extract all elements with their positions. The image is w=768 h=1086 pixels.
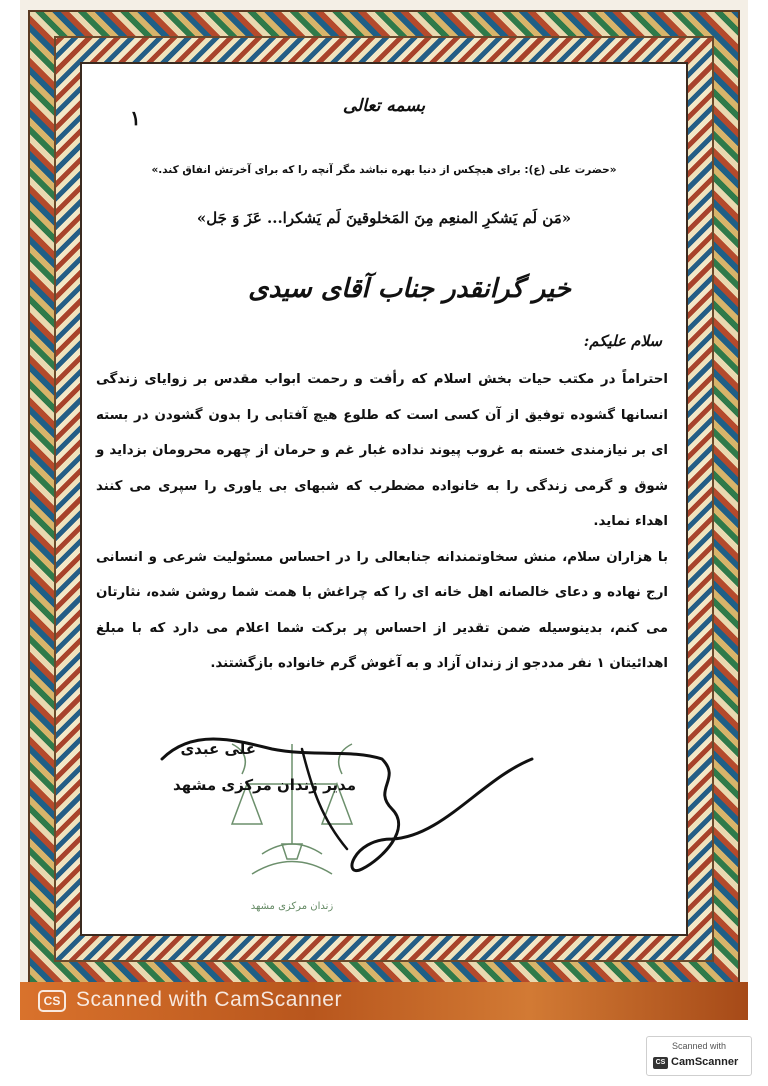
hadith-quote: «حضرت علی (ع): برای هیچکس از دنیا بهره نباشد مگر آنچه را که برای آخرتش انفاق کند.»	[151, 164, 617, 176]
basmala-heading: بسمه تعالی	[342, 96, 426, 116]
camscanner-footer-logo: CS	[38, 990, 66, 1012]
salutation: سلام علیکم:	[583, 332, 662, 350]
camscanner-footer-text: Scanned with CamScanner	[76, 988, 342, 1011]
stamp-text: زندان مرکزی مشهد	[250, 901, 334, 912]
addressee: خیر گرانقدر جناب آقای سیدی	[248, 274, 571, 304]
scanner-footer-bar	[20, 982, 748, 1020]
letter-body	[96, 362, 668, 682]
page-number: ۱	[130, 106, 141, 130]
signer-name: علی عبدی	[180, 740, 256, 758]
paragraph-1: احتراماً در مکتب حیات بخش اسلام که رأفت و رحمت ابواب مقدس بر زوایای زندگی انسانها گشوده توفیق از آن کسی است که طلوع هیچ آفتابی را بدون گشودن در بسته ای بر نیازمندی خسته به غروب پیوند نداده غبار غم و حرمان از چهره محرومان بزداید و شوق و گرمی زندگی را به خانواده مضطرب که شبهای بی یاوری را سپری می کنند اهداء نماید.	[96, 372, 668, 529]
signer-title: مدیر زندان مرکزی مشهد	[173, 776, 356, 794]
watermark-scanned-with: Scanned with	[671, 1041, 727, 1051]
scanned-page	[20, 0, 748, 1020]
watermark-brand: CamScanner	[671, 1056, 739, 1068]
camscanner-logo-icon: CS	[653, 1057, 668, 1069]
arabic-quote: «مَن لَم یَشکرِ المنعِم مِنَ المَخلوقینَ لَم یَشکرا... عَزَ وَ جَل»	[196, 209, 572, 227]
camscanner-watermark	[646, 1036, 752, 1076]
letter-paper	[80, 62, 688, 936]
paragraph-2: با هزاران سلام، منش سخاوتمندانه جنابعالی را در احساس مسئولیت شرعی و انسانی ارج نهاده و دعای خالصانه اهل خانه ای را که چراغش با همت شما روشن شده، نثارتان می کنم، بدینوسیله ضمن تقدیر از احساس پر برکت شما اعلام می دارد که با مبلغ اهدائیتان ۱ نفر مددجو از زندان آزاد و به آغوش گرم خانواده بازگشتند.	[96, 549, 668, 671]
